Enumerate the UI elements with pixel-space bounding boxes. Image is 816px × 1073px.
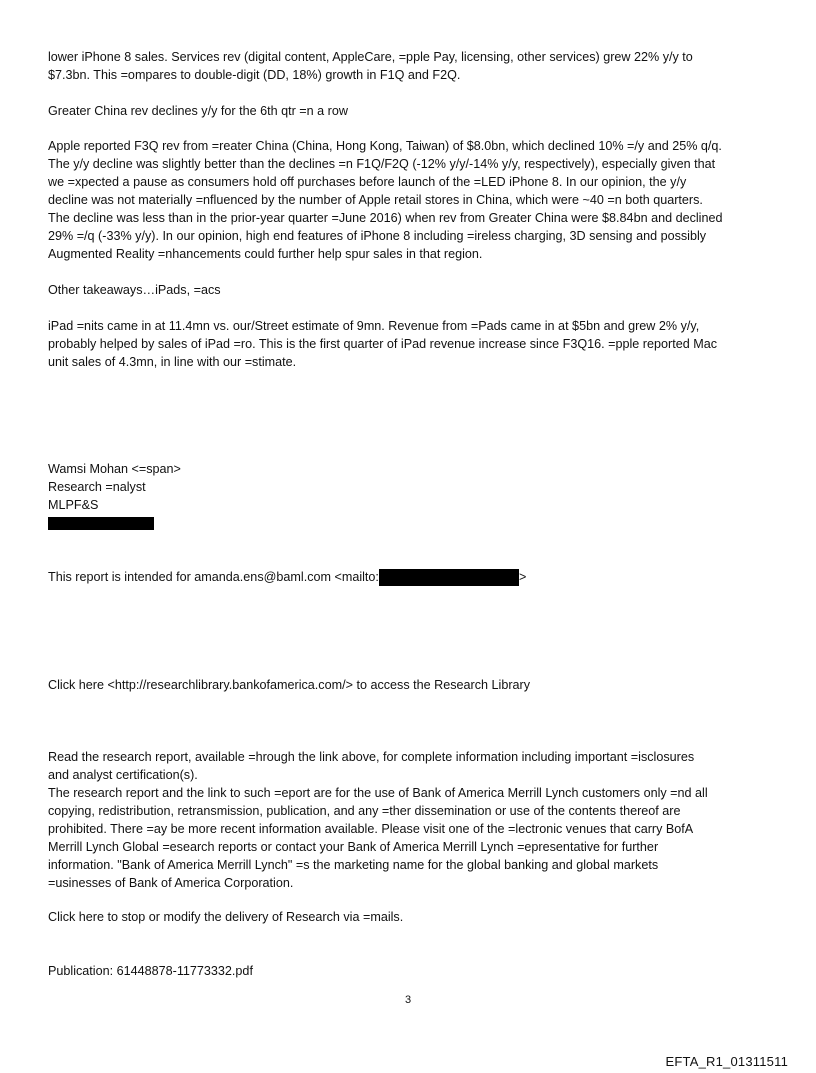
other-takeaways-heading: [48, 281, 776, 299]
paragraph-line: iPad =nits came in at 11.4mn vs. our/Street estimate of 9mn. Revenue from =Pads came in at $5bn and grew 2% y/y,: [48, 319, 700, 333]
paragraph-line: information. "Bank of America Merrill Lynch" =s the marketing name for the global banking and global markets: [48, 858, 659, 872]
analyst-signature: [48, 460, 776, 514]
heading-text: Other takeaways…iPads, =acs: [48, 283, 221, 297]
paragraph-line: Apple reported F3Q rev from =reater China (China, Hong Kong, Taiwan) of $8.0bn, which declined 10% =/y and 25% q/q.: [48, 139, 722, 153]
research-library-link[interactable]: Click here <http://researchlibrary.bankofamerica.com/> to access the Research Library: [48, 678, 531, 692]
redaction-bar: [48, 517, 154, 530]
china-heading: [48, 102, 776, 120]
intended-suffix: >: [518, 570, 527, 584]
analyst-title: Research =nalyst: [48, 480, 146, 494]
publication-line: [48, 962, 776, 980]
intended-prefix: This report is intended for amanda.ens@baml.com <mailto:: [48, 570, 379, 584]
paragraph-line: and analyst certification(s).: [48, 768, 198, 782]
paragraph-line: Read the research report, available =hrough the link above, for complete information including important =isclosures: [48, 750, 695, 764]
paragraph-line: Augmented Reality =nhancements could further help spur sales in that region.: [48, 247, 483, 261]
paragraph-line: =usinesses of Bank of America Corporation.: [48, 876, 294, 890]
paragraph-line: The y/y decline was slightly better than the declines =n F1Q/F2Q (-12% y/y/-14% y/y, respectively), especially given that: [48, 157, 716, 171]
paragraph-line: unit sales of 4.3mn, in line with our =stimate.: [48, 355, 297, 369]
paragraph-line: The research report and the link to such =eport are for the use of Bank of America Merrill Lynch customers only =nd all: [48, 786, 708, 800]
research-library-line: [48, 676, 776, 694]
paragraph-line: The decline was less than in the prior-year quarter =June 2016) when rev from Greater China were $8.84bn and declined: [48, 211, 723, 225]
disclaimer-paragraph: [48, 748, 776, 892]
paragraph-line: lower iPhone 8 sales. Services rev (digital content, AppleCare, =pple Pay, licensing, other services) grew 22% y/y to: [48, 50, 693, 64]
analyst-firm: MLPF&S: [48, 498, 99, 512]
paragraph-line: Merrill Lynch Global =esearch reports or contact your Bank of America Merrill Lynch =epresentative for further: [48, 840, 659, 854]
publication-filename: Publication: 61448878-11773332.pdf: [48, 964, 253, 978]
redaction-bar: [379, 569, 519, 586]
paragraph-line: prohibited. There =ay be more recent information available. Please visit one of the =lectronic venues that carry BofA: [48, 822, 694, 836]
paragraph-line: probably helped by sales of iPad =ro. This is the first quarter of iPad revenue increase since F3Q16. =pple reported Mac: [48, 337, 718, 351]
paragraph-line: decline was not materially =nfluenced by the number of Apple retail stores in China, which were ~40 =n both quarters.: [48, 193, 703, 207]
paragraph-line: we =xpected a pause as consumers hold off purchases before launch of the =LED iPhone 8. In our opinion, the y/y: [48, 175, 687, 189]
paragraph-line: copying, redistribution, retransmission, publication, and any =ther dissemination or use of the contents thereof are: [48, 804, 681, 818]
analyst-name: Wamsi Mohan <=span>: [48, 462, 181, 476]
services-paragraph: [48, 48, 776, 84]
china-paragraph: [48, 137, 776, 263]
ipad-paragraph: [48, 317, 776, 371]
document-id: EFTA_R1_01311511: [665, 1054, 788, 1069]
unsubscribe-line: [48, 908, 776, 926]
paragraph-line: $7.3bn. This =ompares to double-digit (DD, 18%) growth in F1Q and F2Q.: [48, 68, 461, 82]
intended-recipient-line: [48, 568, 776, 586]
modify-delivery-link[interactable]: Click here to stop or modify the delivery of Research via =mails.: [48, 910, 404, 924]
heading-text: Greater China rev declines y/y for the 6th qtr =n a row: [48, 104, 348, 118]
paragraph-line: 29% =/q (-33% y/y). In our opinion, high end features of iPhone 8 including =ireless charging, 3D sensing and possibly: [48, 229, 707, 243]
page-number: 3: [404, 994, 412, 1006]
